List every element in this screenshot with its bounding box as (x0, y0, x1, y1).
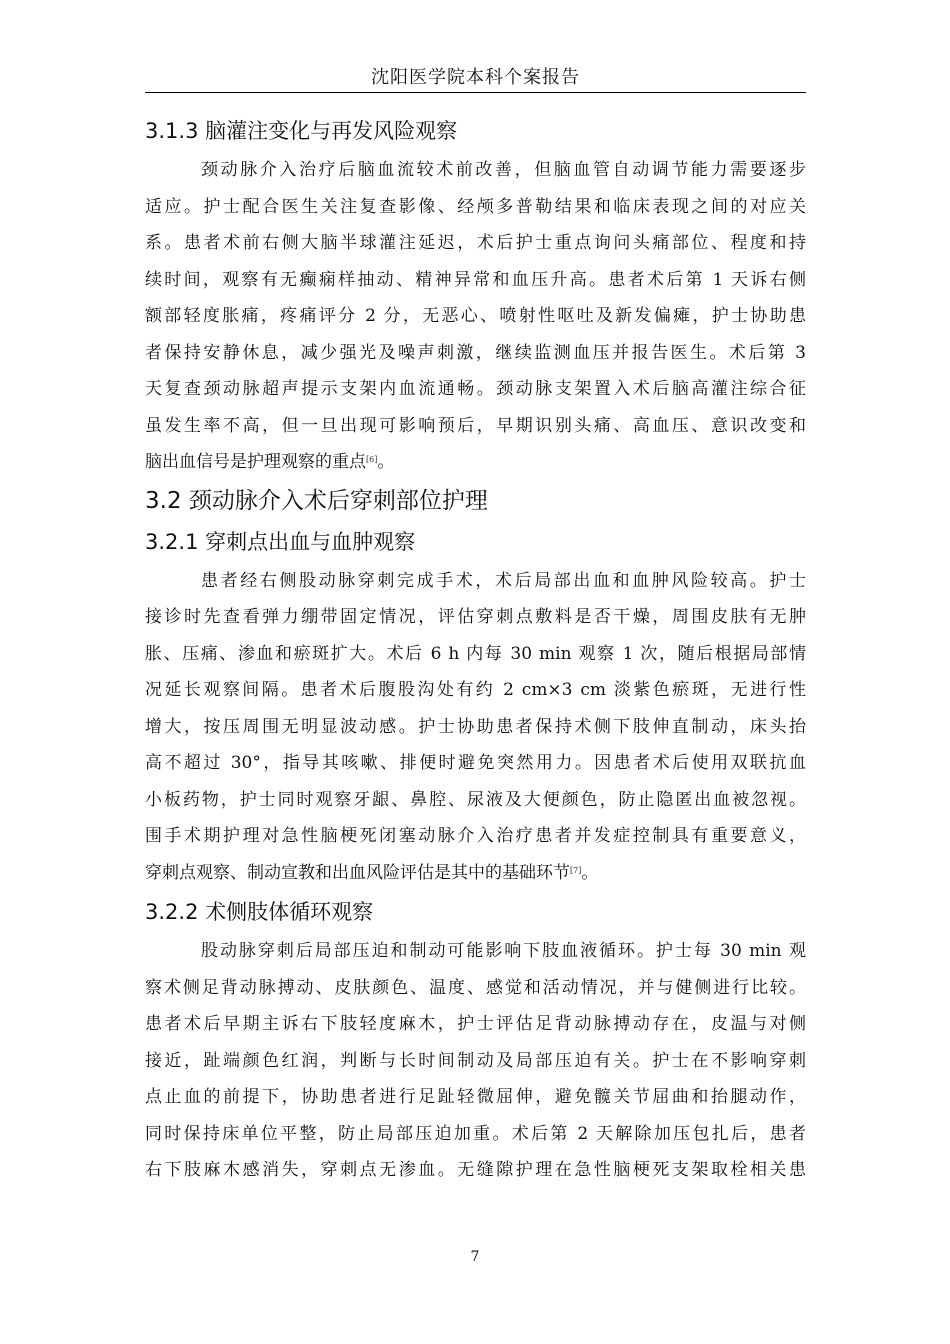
paragraph-line: 股动脉穿刺后局部压迫和制动可能影响下肢血液循环。护士每 30 min 观 (201, 941, 806, 961)
paragraph-line: 高不超过 30°，指导其咳嗽、排便时避免突然用力。因患者术后使用双联抗血 (145, 753, 806, 773)
punctuation: 。 (377, 452, 395, 472)
paragraph-line: 系。患者术前右侧大脑半球灌注延迟，术后护士重点询问头痛部位、程度和持 (145, 233, 806, 253)
paragraph-line: 小板药物，护士同时观察牙龈、鼻腔、尿液及大便颜色，防止隐匿出血被忽视。 (145, 789, 806, 810)
paragraph-line: 适应。护士配合医生关注复查影像、经颅多普勒结果和临床表现之间的对应关 (145, 196, 806, 217)
paragraph-text: 穿刺点观察、制动宣教和出血风险评估是其中的基础环节 (145, 862, 570, 883)
paragraph-line: 患者经右侧股动脉穿刺完成手术，术后局部出血和血肿风险较高。护士 (201, 570, 806, 591)
paragraph-line: 接近，趾端颜色红润，判断与长时间制动及局部压迫有关。护士在不影响穿刺 (145, 1050, 806, 1071)
paragraph-3-1-3 (145, 152, 806, 481)
section-heading-3-1-3: 3.1.3 脑灌注变化与再发风险观察 (145, 119, 458, 143)
paragraph-text: 脑出血信号是护理观察的重点 (145, 452, 366, 472)
paragraph-3-2-1 (145, 563, 806, 892)
punctuation: 。 (581, 862, 599, 883)
paragraph-line: 同时保持床单位平整，防止局部压迫加重。术后第 2 天解除加压包扎后，患者 (145, 1123, 806, 1144)
paragraph-line: 者保持安静休息，减少强光及噪声刺激，继续监测血压并报告医生。术后第 3 (145, 342, 806, 363)
paragraph-3-2-2 (145, 933, 806, 1189)
paragraph-line: 接诊时先查看弹力绷带固定情况，评估穿刺点敷料是否干燥，周围皮肤有无肿 (145, 607, 806, 627)
page-number: 7 (470, 1249, 480, 1265)
paragraph-line: 虽发生率不高，但一旦出现可影响预后，早期识别头痛、高血压、意识改变和 (145, 415, 806, 436)
paragraph-line: 察术侧足背动脉搏动、皮肤颜色、温度、感觉和活动情况，并与健侧进行比较。 (145, 977, 806, 998)
paragraph-line: 颈动脉介入治疗后脑血流较术前改善，但脑血管自动调节能力需要逐步 (201, 160, 806, 180)
section-heading-3-2-1: 3.2.1 穿刺点出血与血肿观察 (145, 529, 416, 554)
paragraph-line: 天复查颈动脉超声提示支架内血流通畅。颈动脉支架置入术后脑高灌注综合征 (145, 379, 806, 399)
section-heading-3-2: 3.2 颈动脉介入术后穿刺部位护理 (145, 487, 488, 514)
header-rule (145, 92, 806, 93)
citation-ref: [6] (366, 455, 378, 464)
paragraph-line: 额部轻度胀痛，疼痛评分 2 分，无恶心、喷射性呕吐及新发偏瘫，护士协助患 (145, 306, 806, 326)
paragraph-last-line (145, 855, 806, 892)
paragraph-line: 围手术期护理对急性脑梗死闭塞动脉介入治疗患者并发症控制具有重要意义， (145, 826, 806, 846)
paragraph-line: 况延长观察间隔。患者术后腹股沟处有约 2 cm×3 cm 淡紫色瘀斑，无进行性 (145, 680, 806, 700)
paragraph-last-line (145, 444, 806, 481)
paragraph-line: 续时间，观察有无癫痫样抽动、精神异常和血压升高。患者术后第 1 天诉右侧 (145, 269, 806, 290)
citation-ref: [7] (570, 865, 582, 875)
paragraph-line: 胀、压痛、渗血和瘀斑扩大。术后 6 h 内每 30 min 观察 1 次，随后根据局部情 (145, 643, 806, 664)
paragraph-line: 右下肢麻木感消失，穿刺点无渗血。无缝隙护理在急性脑梗死支架取栓相关患 (145, 1160, 806, 1180)
paragraph-line: 增大，按压周围无明显波动感。护士协助患者保持术侧下肢伸直制动，床头抬 (145, 716, 806, 737)
page-header-title: 沈阳医学院本科个案报告 (371, 67, 580, 88)
section-heading-3-2-2: 3.2.2 术侧肢体循环观察 (145, 900, 374, 924)
paragraph-line: 患者术后早期主诉右下肢轻度麻木，护士评估足背动脉搏动存在，皮温与对侧 (145, 1014, 806, 1034)
document-body (145, 110, 806, 1189)
paragraph-line: 点止血的前提下，协助患者进行足趾轻微屈伸，避免髋关节屈曲和抬腿动作， (145, 1087, 806, 1107)
